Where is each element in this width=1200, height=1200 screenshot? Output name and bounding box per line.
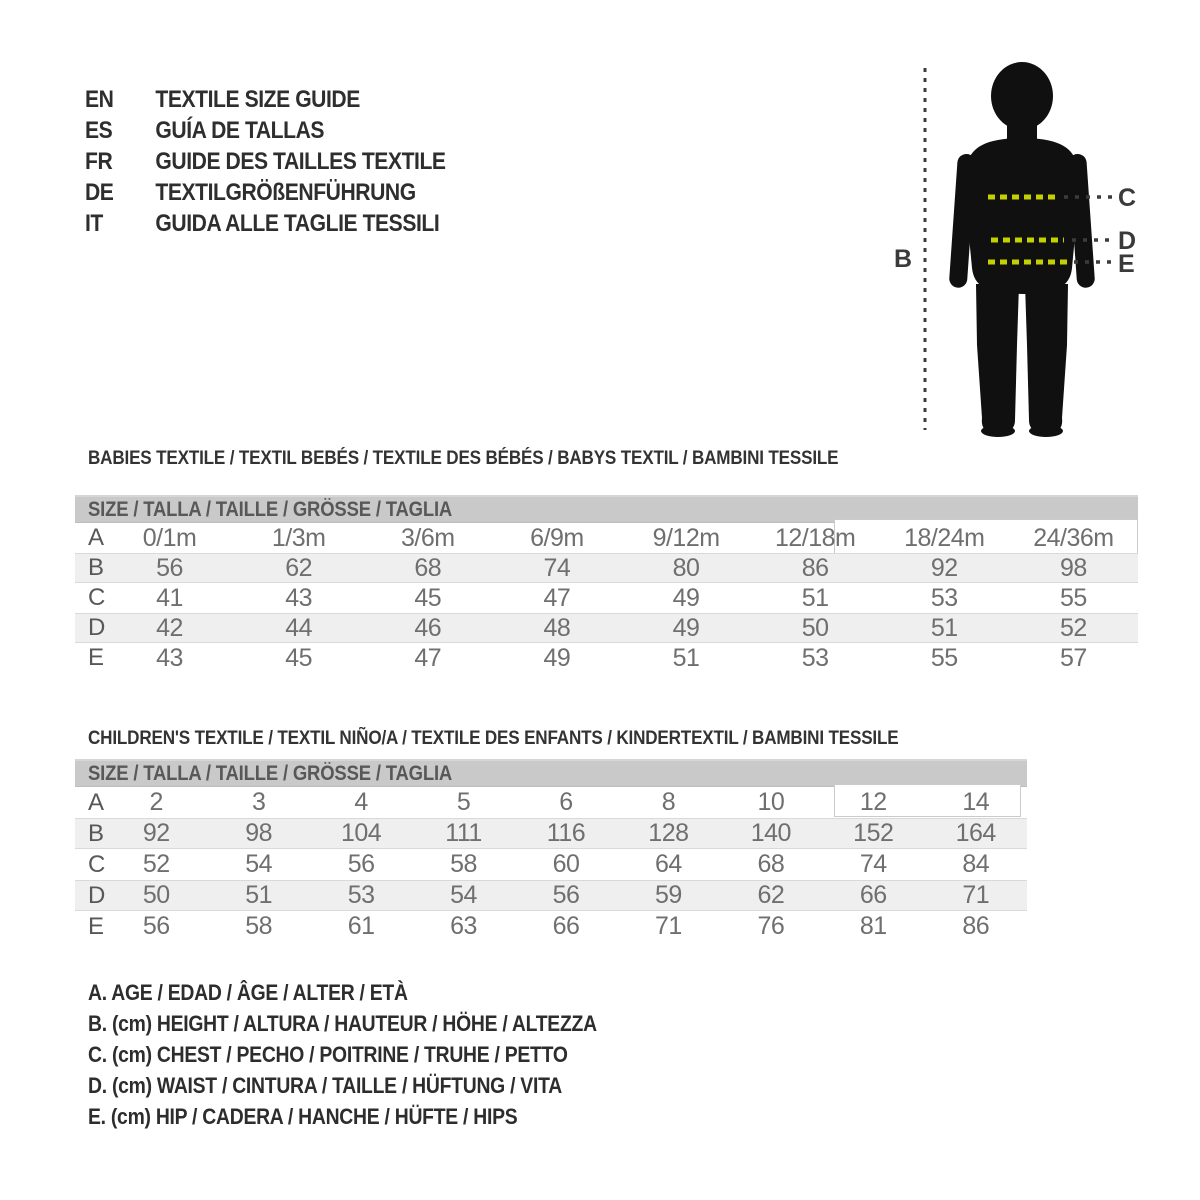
size-cell: 48 xyxy=(543,613,571,642)
size-cell: 4 xyxy=(354,788,368,816)
size-cell: 58 xyxy=(245,912,273,940)
size-cell: 66 xyxy=(859,881,887,909)
row-label: C xyxy=(88,850,106,878)
size-cell: 63 xyxy=(450,912,477,940)
size-cell: 53 xyxy=(347,881,375,909)
table-row xyxy=(75,818,1027,849)
size-cell: 55 xyxy=(930,643,958,672)
size-cell: 57 xyxy=(1060,643,1087,672)
language-row xyxy=(85,84,446,115)
size-cell: 92 xyxy=(142,819,170,847)
language-row xyxy=(85,177,446,208)
table-row xyxy=(75,553,1138,583)
size-cell: 2 xyxy=(149,788,163,816)
size-cell: 104 xyxy=(340,819,382,847)
row-label: E xyxy=(88,912,105,940)
language-code: EN xyxy=(85,85,114,113)
row-label: B xyxy=(88,819,105,847)
size-cell: 12/18m xyxy=(774,523,856,552)
row-label: A xyxy=(88,788,105,816)
size-cell: 54 xyxy=(245,850,273,878)
hip-label: E xyxy=(1118,250,1135,278)
babies-size-table xyxy=(75,495,1138,673)
size-cell: 10 xyxy=(757,788,785,816)
table-header-label: SIZE / TALLA / TAILLE / GRÖSSE / TAGLIA xyxy=(88,761,453,785)
language-title: GUÍA DE TALLAS xyxy=(155,116,325,144)
size-cell: 53 xyxy=(930,583,958,612)
silhouette-shape xyxy=(949,62,1096,437)
size-cell: 0/1m xyxy=(142,523,197,552)
child-measurement-figure xyxy=(860,40,1200,460)
table-rows xyxy=(75,523,1138,673)
size-cell: 86 xyxy=(962,912,990,940)
size-cell: 50 xyxy=(801,613,829,642)
size-cell: 56 xyxy=(347,850,375,878)
legend-line-chest: C. (cm) CHEST / PECHO / POITRINE / TRUHE / PETTO xyxy=(88,1042,568,1067)
size-cell: 152 xyxy=(853,819,894,847)
size-cell: 92 xyxy=(930,553,958,582)
size-cell: 53 xyxy=(801,643,829,672)
size-cell: 42 xyxy=(156,613,183,642)
table-row xyxy=(75,880,1027,911)
language-code: ES xyxy=(85,116,113,144)
language-code: DE xyxy=(85,178,114,206)
table-row xyxy=(75,523,1138,553)
size-cell: 18/24m xyxy=(904,523,985,552)
size-cell: 44 xyxy=(285,613,313,642)
size-cell: 86 xyxy=(801,553,829,582)
size-cell: 68 xyxy=(414,553,442,582)
size-cell: 45 xyxy=(414,583,442,612)
size-cell: 76 xyxy=(757,912,785,940)
size-cell: 12 xyxy=(859,788,887,816)
language-row xyxy=(85,115,446,146)
size-cell: 61 xyxy=(347,912,375,940)
size-cell: 49 xyxy=(672,613,700,642)
size-cell: 51 xyxy=(930,613,958,642)
size-cell: 68 xyxy=(757,850,785,878)
size-cell: 140 xyxy=(750,819,791,847)
child-silhouette-icon xyxy=(860,40,1200,460)
size-cell: 71 xyxy=(655,912,682,940)
size-cell: 24/36m xyxy=(1033,523,1114,552)
language-title-block xyxy=(85,84,446,239)
size-cell: 6 xyxy=(559,788,573,816)
table-row xyxy=(75,911,1027,942)
size-cell: 9/12m xyxy=(652,523,720,552)
row-label: E xyxy=(88,644,105,671)
size-cell: 60 xyxy=(552,850,580,878)
size-cell: 54 xyxy=(450,881,477,909)
size-cell: 3/6m xyxy=(401,523,455,552)
row-label: C xyxy=(88,584,106,611)
size-cell: 5 xyxy=(456,788,471,816)
size-cell: 84 xyxy=(962,850,990,878)
size-cell: 62 xyxy=(757,881,785,909)
children-section-title: CHILDREN'S TEXTILE / TEXTIL NIÑO/A / TEXTILE DES ENFANTS / KINDERTEXTIL / BAMBINI TESSILE xyxy=(88,728,899,749)
size-cell: 56 xyxy=(156,553,183,582)
table-row xyxy=(75,787,1027,818)
language-title: TEXTILE SIZE GUIDE xyxy=(155,85,360,113)
size-cell: 49 xyxy=(543,643,571,672)
size-cell: 46 xyxy=(414,613,442,642)
size-cell: 55 xyxy=(1060,583,1087,612)
row-label: A xyxy=(88,524,105,551)
size-cell: 98 xyxy=(245,819,273,847)
language-code: IT xyxy=(85,209,103,237)
size-cell: 164 xyxy=(955,819,996,847)
row-label: D xyxy=(88,614,106,641)
table-header-label: SIZE / TALLA / TAILLE / GRÖSSE / TAGLIA xyxy=(88,497,453,521)
size-cell: 8 xyxy=(661,788,676,816)
size-cell: 111 xyxy=(445,819,482,847)
size-cell: 52 xyxy=(142,850,170,878)
legend-line-age: A. AGE / EDAD / ÂGE / ALTER / ETÀ xyxy=(88,980,408,1005)
row-label: B xyxy=(88,554,105,581)
language-row xyxy=(85,146,446,177)
size-cell: 74 xyxy=(543,553,571,582)
size-cell: 59 xyxy=(655,881,682,909)
size-cell: 58 xyxy=(450,850,477,878)
size-cell: 74 xyxy=(859,850,887,878)
size-cell: 98 xyxy=(1060,553,1087,582)
size-cell: 50 xyxy=(142,881,170,909)
measurement-legend xyxy=(88,980,597,1135)
table-row xyxy=(75,613,1138,643)
legend-line-hip: E. (cm) HIP / CADERA / HANCHE / HÜFTE / HIPS xyxy=(88,1104,518,1129)
row-label: D xyxy=(88,881,106,909)
language-row xyxy=(85,208,446,239)
size-cell: 71 xyxy=(962,881,990,909)
size-cell: 116 xyxy=(546,819,586,847)
babies-section-title: BABIES TEXTILE / TEXTIL BEBÉS / TEXTILE DES BÉBÉS / BABYS TEXTIL / BAMBINI TESSILE xyxy=(88,448,839,469)
language-title: TEXTILGRÖßENFÜHRUNG xyxy=(155,178,416,206)
legend-line-waist: D. (cm) WAIST / CINTURA / TAILLE / HÜFTUNG / VITA xyxy=(88,1073,562,1098)
size-cell: 51 xyxy=(672,643,700,672)
size-cell: 47 xyxy=(414,643,442,672)
size-cell: 51 xyxy=(245,881,273,909)
size-cell: 80 xyxy=(672,553,700,582)
size-cell: 43 xyxy=(156,643,183,672)
size-cell: 64 xyxy=(655,850,682,878)
size-cell: 43 xyxy=(285,583,313,612)
size-cell: 6/9m xyxy=(530,523,584,552)
language-title: GUIDA ALLE TAGLIE TESSILI xyxy=(155,209,440,237)
size-cell: 1/3m xyxy=(271,523,326,552)
children-size-table xyxy=(75,759,1027,942)
table-row xyxy=(75,849,1027,880)
size-cell: 56 xyxy=(142,912,170,940)
table-row xyxy=(75,583,1138,613)
table-rows xyxy=(75,787,1027,942)
table-header-bar xyxy=(75,759,1027,787)
language-code: FR xyxy=(85,147,113,175)
size-cell: 52 xyxy=(1060,613,1087,642)
size-cell: 62 xyxy=(285,553,313,582)
size-cell: 41 xyxy=(156,583,183,612)
size-cell: 14 xyxy=(962,788,990,816)
size-cell: 81 xyxy=(859,912,887,940)
height-label: B xyxy=(894,245,913,273)
size-cell: 49 xyxy=(672,583,700,612)
size-cell: 128 xyxy=(648,819,689,847)
size-cell: 45 xyxy=(285,643,313,672)
chest-label: C xyxy=(1118,184,1137,212)
size-cell: 51 xyxy=(801,583,829,612)
size-cell: 3 xyxy=(251,788,266,816)
size-cell: 66 xyxy=(552,912,580,940)
size-cell: 47 xyxy=(543,583,571,612)
legend-line-height: B. (cm) HEIGHT / ALTURA / HAUTEUR / HÖHE / ALTEZZA xyxy=(88,1011,597,1036)
language-title: GUIDE DES TAILLES TEXTILE xyxy=(155,147,446,175)
waist-label: D xyxy=(1118,227,1137,255)
table-row xyxy=(75,643,1138,673)
size-cell: 56 xyxy=(552,881,580,909)
